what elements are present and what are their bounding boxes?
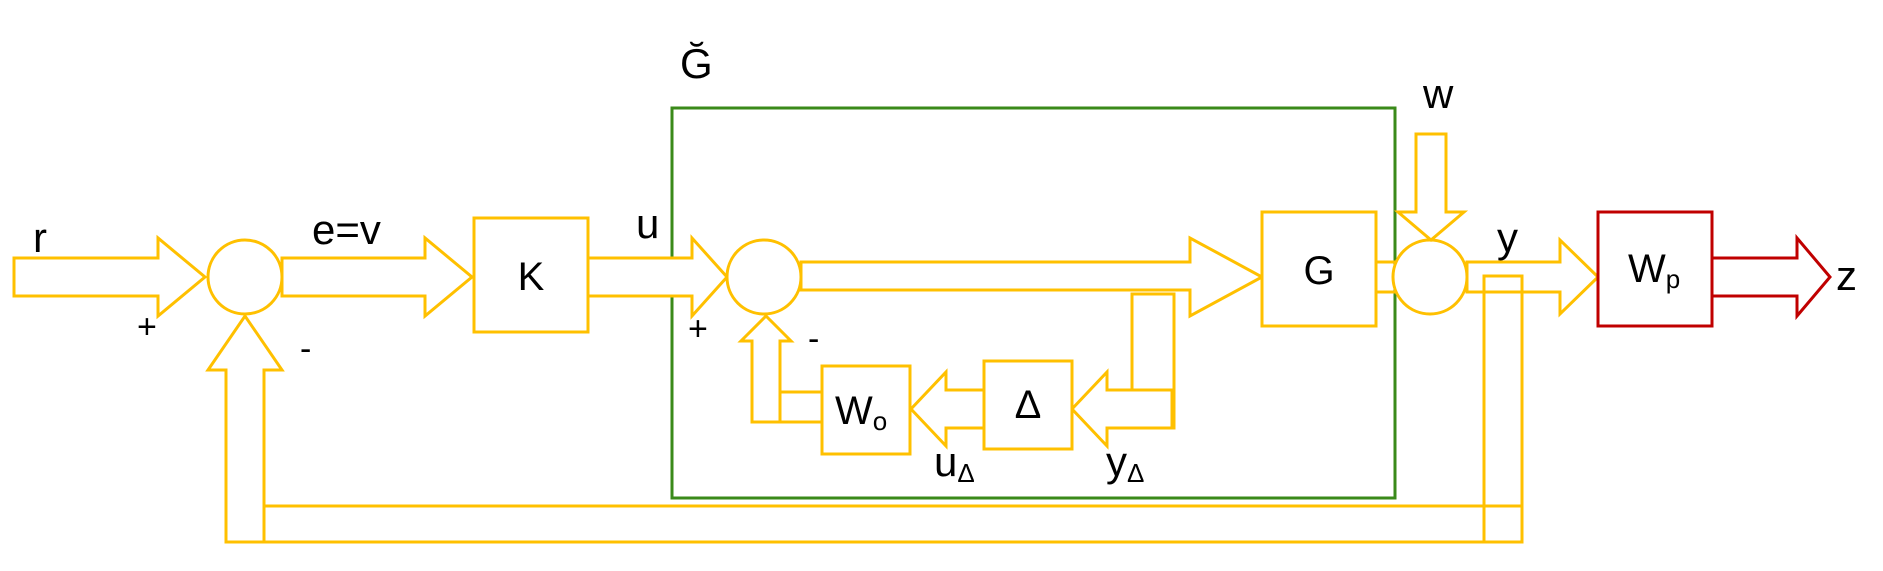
summing-junction-uncertainty	[727, 240, 801, 314]
error-label: e=v	[312, 206, 381, 253]
plant-input-arrow	[801, 238, 1262, 316]
feedback-arrow	[208, 316, 282, 542]
uncertainty-feedback-arrow	[741, 316, 791, 422]
augmented-plant-label: Ğ	[680, 40, 713, 87]
summing-junction-error	[208, 240, 282, 314]
wo-main: W	[835, 389, 873, 433]
wo-sub: o	[872, 406, 888, 436]
plant-block-label: G	[1303, 249, 1335, 293]
wp-main: W	[1628, 247, 1666, 291]
disturbance-label: w	[1423, 70, 1454, 117]
u-delta-label	[934, 438, 975, 488]
u-delta-arrow	[911, 372, 984, 446]
y-delta-arrow	[1072, 372, 1172, 446]
uncertainty-block-label: Δ	[1014, 383, 1042, 427]
performance-output-label: z	[1836, 252, 1857, 299]
controller-block-label: K	[517, 255, 545, 299]
disturbance-arrow	[1398, 134, 1464, 240]
sum1-plus-sign: +	[137, 308, 157, 346]
u-delta-sub: Δ	[957, 458, 975, 488]
output-label: y	[1497, 214, 1518, 261]
feedback-drop	[1484, 276, 1522, 542]
control-signal-label: u	[636, 200, 660, 247]
y-delta-main: y	[1106, 438, 1127, 485]
y-delta-label	[1106, 438, 1144, 488]
y-delta-sub: Δ	[1127, 458, 1145, 488]
sum2-minus-sign: -	[808, 320, 820, 358]
r-label: r	[33, 214, 47, 261]
summing-junction-output	[1393, 240, 1467, 314]
performance-output-arrow	[1712, 238, 1830, 316]
wp-sub: p	[1665, 264, 1681, 294]
u-delta-main: u	[934, 438, 958, 485]
sum2-plus-sign: +	[688, 310, 708, 348]
sum1-minus-sign: -	[300, 330, 312, 368]
feedback-return-line	[262, 506, 1522, 542]
control-signal-arrow	[588, 238, 727, 316]
